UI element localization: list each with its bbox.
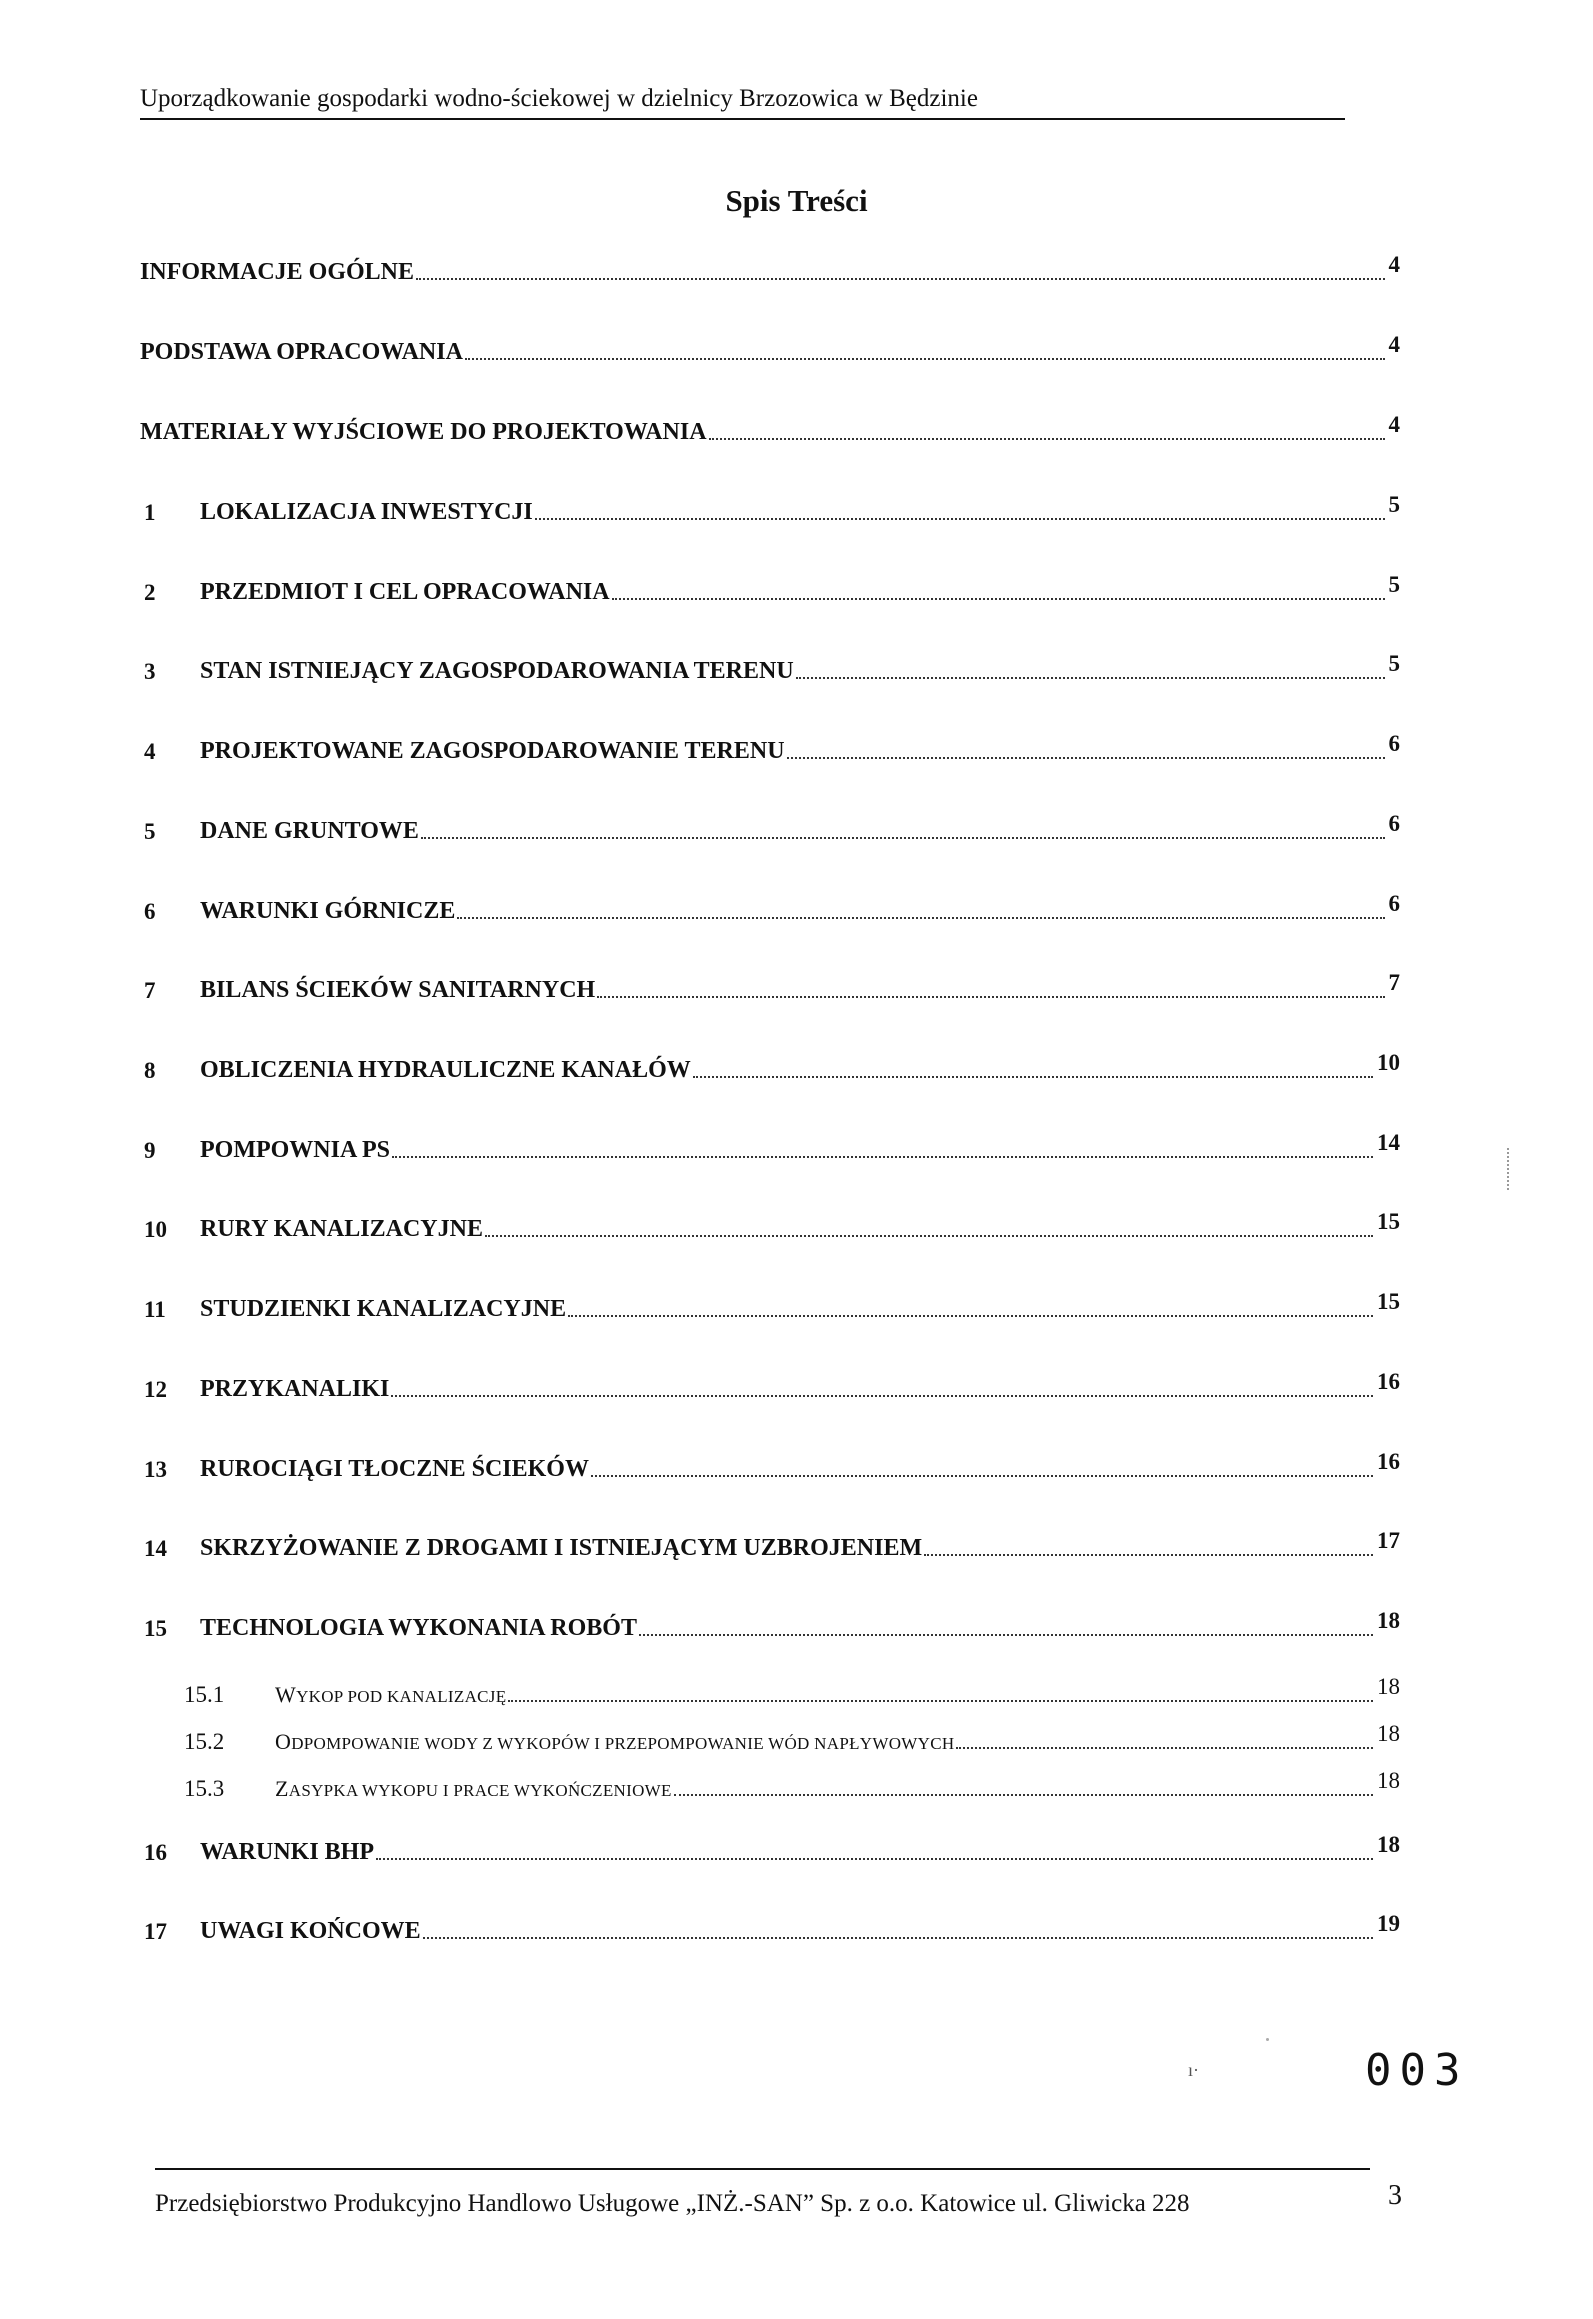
toc-dot-leader bbox=[796, 676, 1385, 679]
toc-dot-leader bbox=[457, 916, 1384, 919]
toc-entry-number: 1 bbox=[144, 500, 156, 525]
toc-dot-leader bbox=[674, 1793, 1373, 1796]
toc-entry-label: SKRZYŻOWANIE Z DROGAMI I ISTNIEJĄCYM UZBROJENIEM bbox=[200, 1535, 923, 1561]
toc-entry-number: 11 bbox=[144, 1297, 166, 1322]
toc-entry-label: RUROCIĄGI TŁOCZNE ŚCIEKÓW bbox=[200, 1456, 589, 1482]
toc-entry bbox=[140, 811, 1400, 845]
toc-entry-line bbox=[200, 970, 1400, 1004]
toc-dot-leader bbox=[485, 1234, 1373, 1237]
toc-entry-line bbox=[200, 891, 1400, 925]
toc-entry-line bbox=[200, 1832, 1400, 1866]
toc-dot-leader bbox=[591, 1474, 1373, 1477]
stamp-tick-mark: ı· bbox=[1188, 2060, 1199, 2080]
toc-entry bbox=[140, 891, 1400, 925]
toc-dot-leader bbox=[956, 1746, 1373, 1749]
toc-entry-line bbox=[200, 1911, 1400, 1945]
toc-entry-line bbox=[200, 1449, 1400, 1483]
toc-entry-label: POMPOWNIA PS bbox=[200, 1137, 390, 1163]
toc-dot-leader bbox=[639, 1633, 1373, 1636]
toc-dot-leader bbox=[597, 995, 1384, 998]
toc-entry-number: 6 bbox=[144, 899, 156, 924]
toc-entry-line bbox=[200, 1369, 1400, 1403]
toc-entry-page: 6 bbox=[1388, 891, 1400, 916]
sheet-stamp-number: 003 bbox=[1365, 2045, 1469, 2096]
toc-entry bbox=[140, 492, 1400, 526]
toc-entry-label: STUDZIENKI KANALIZACYJNE bbox=[200, 1296, 567, 1322]
toc-entry-page: 18 bbox=[1377, 1721, 1400, 1746]
toc-entry-label: STAN ISTNIEJĄCY ZAGOSPODAROWANIA TERENU bbox=[200, 658, 794, 684]
toc-entry-page: 5 bbox=[1388, 572, 1400, 597]
footer-divider bbox=[155, 2168, 1370, 2170]
header-title: Uporządkowanie gospodarki wodno-ściekowej w dzielnicy Brzozowica w Będzinie bbox=[140, 85, 978, 112]
toc-entry-label: PROJEKTOWANE ZAGOSPODAROWANIE TERENU bbox=[200, 738, 785, 764]
page-number: 3 bbox=[1388, 2180, 1402, 2211]
toc-entry bbox=[140, 1449, 1400, 1483]
toc-entry-line bbox=[140, 252, 1400, 286]
toc-entry-number: 14 bbox=[144, 1536, 167, 1561]
toc-entry-number: 16 bbox=[144, 1840, 167, 1865]
toc-entry-page: 6 bbox=[1388, 811, 1400, 836]
toc-entry bbox=[140, 1911, 1400, 1945]
toc-entry bbox=[140, 1130, 1400, 1164]
toc-dot-leader bbox=[391, 1394, 1373, 1397]
toc-entry-page: 15 bbox=[1377, 1209, 1400, 1234]
toc-entry-line bbox=[200, 1528, 1400, 1562]
toc-entry-label: ZASYPKA WYKOPU I PRACE WYKOŃCZENIOWE bbox=[275, 1776, 672, 1801]
toc-entry-number: 12 bbox=[144, 1377, 167, 1402]
toc-entry-page: 10 bbox=[1377, 1050, 1400, 1075]
page-header bbox=[140, 84, 1345, 114]
toc-entry-page: 4 bbox=[1388, 252, 1400, 277]
footer-company: Przedsiębiorstwo Produkcyjno Handlowo Usługowe „INŻ.-SAN” Sp. z o.o. Katowice ul. Gliwicka 228 bbox=[155, 2190, 1190, 2217]
toc-entry-line bbox=[200, 1608, 1400, 1642]
toc-entry-page: 5 bbox=[1388, 651, 1400, 676]
toc-entry-page: 15 bbox=[1377, 1289, 1400, 1314]
toc-entry-line bbox=[200, 731, 1400, 765]
toc-entry-line bbox=[275, 1721, 1400, 1755]
toc-entry-number: 15.1 bbox=[184, 1682, 225, 1707]
toc-dot-leader bbox=[421, 836, 1385, 839]
toc-entry-number: 9 bbox=[144, 1138, 156, 1163]
toc-dot-leader bbox=[709, 437, 1385, 440]
toc-entry-label: RURY KANALIZACYJNE bbox=[200, 1216, 483, 1242]
toc-entry-label: PODSTAWA OPRACOWANIA bbox=[140, 339, 463, 365]
toc-entry-line bbox=[200, 492, 1400, 526]
toc-entry bbox=[140, 1369, 1400, 1403]
toc-entry-number: 3 bbox=[144, 659, 156, 684]
toc-entry-number: 17 bbox=[144, 1919, 167, 1944]
toc-entry-label: ODPOMPOWANIE WODY Z WYKOPÓW I PRZEPOMPOWANIE WÓD NAPŁYWOWYCH bbox=[275, 1729, 955, 1754]
toc-subentry bbox=[140, 1674, 1400, 1708]
toc-entry-number: 13 bbox=[144, 1457, 167, 1482]
toc-entry-page: 18 bbox=[1377, 1832, 1400, 1857]
toc-entry-number: 15.2 bbox=[184, 1729, 225, 1754]
toc-entry-page: 7 bbox=[1388, 970, 1400, 995]
toc-dot-leader bbox=[465, 357, 1385, 360]
toc-subentry bbox=[140, 1721, 1400, 1755]
toc-entry-label: OBLICZENIA HYDRAULICZNE KANAŁÓW bbox=[200, 1057, 691, 1083]
toc-entry bbox=[140, 252, 1400, 286]
toc-dot-leader bbox=[535, 517, 1385, 520]
toc-entry bbox=[140, 970, 1400, 1004]
toc-entry-page: 19 bbox=[1377, 1911, 1400, 1936]
toc-entry-page: 18 bbox=[1377, 1768, 1400, 1793]
toc-entry-label: WYKOP POD KANALIZACJĘ bbox=[275, 1682, 507, 1707]
toc-entry-page: 16 bbox=[1377, 1369, 1400, 1394]
toc-entry-label: BILANS ŚCIEKÓW SANITARNYCH bbox=[200, 977, 596, 1003]
toc-entry-line bbox=[200, 1289, 1400, 1323]
toc-entry-line bbox=[200, 811, 1400, 845]
toc-entry-line bbox=[140, 412, 1400, 446]
toc-entry-page: 4 bbox=[1388, 412, 1400, 437]
toc-dot-leader bbox=[568, 1314, 1373, 1317]
toc-entry-page: 5 bbox=[1388, 492, 1400, 517]
toc-entry-line bbox=[275, 1768, 1400, 1802]
toc-entry-page: 14 bbox=[1377, 1130, 1400, 1155]
toc-dot-leader bbox=[423, 1936, 1373, 1939]
toc-subentry bbox=[140, 1768, 1400, 1802]
toc-entry bbox=[140, 651, 1400, 685]
toc-entry-page: 18 bbox=[1377, 1608, 1400, 1633]
toc-entry-number: 7 bbox=[144, 978, 156, 1003]
toc-entry bbox=[140, 1209, 1400, 1243]
toc-entry-label: MATERIAŁY WYJŚCIOWE DO PROJEKTOWANIA bbox=[140, 419, 707, 445]
toc-entry bbox=[140, 731, 1400, 765]
toc-dot-leader bbox=[392, 1155, 1373, 1158]
toc-entry-label: UWAGI KOŃCOWE bbox=[200, 1918, 421, 1944]
scan-speck bbox=[1266, 2038, 1269, 2041]
toc-entry-label: LOKALIZACJA INWESTYCJI bbox=[200, 499, 533, 525]
toc-entry bbox=[140, 1608, 1400, 1642]
toc-entry-line bbox=[275, 1674, 1400, 1708]
toc-entry-label: PRZYKANALIKI bbox=[200, 1376, 390, 1402]
toc-dot-leader bbox=[787, 756, 1385, 759]
toc-entry bbox=[140, 1832, 1400, 1866]
toc-entry-number: 8 bbox=[144, 1058, 156, 1083]
header-divider bbox=[140, 118, 1345, 120]
toc-entry bbox=[140, 412, 1400, 446]
toc-entry-line bbox=[200, 572, 1400, 606]
toc-entry bbox=[140, 1289, 1400, 1323]
toc-entry-page: 16 bbox=[1377, 1449, 1400, 1474]
toc-entry-line bbox=[140, 332, 1400, 366]
toc-entry-page: 17 bbox=[1377, 1528, 1400, 1553]
toc-entry-label: WARUNKI GÓRNICZE bbox=[200, 898, 456, 924]
toc-dot-leader bbox=[376, 1857, 1373, 1860]
toc-entry-line bbox=[200, 651, 1400, 685]
toc-entry bbox=[140, 1528, 1400, 1562]
toc-entry bbox=[140, 572, 1400, 606]
toc-dot-leader bbox=[924, 1553, 1373, 1556]
toc-entry-line bbox=[200, 1130, 1400, 1164]
toc-dot-leader bbox=[508, 1699, 1373, 1702]
toc-dot-leader bbox=[693, 1075, 1373, 1078]
toc-entry-label: PRZEDMIOT I CEL OPRACOWANIA bbox=[200, 579, 610, 605]
toc-entry-page: 6 bbox=[1388, 731, 1400, 756]
toc-entry-label: TECHNOLOGIA WYKONANIA ROBÓT bbox=[200, 1615, 637, 1641]
toc-entry-number: 10 bbox=[144, 1217, 167, 1242]
toc-entry-number: 2 bbox=[144, 580, 156, 605]
toc-entry-number: 5 bbox=[144, 819, 156, 844]
toc-entry-number: 4 bbox=[144, 739, 156, 764]
toc-entry-label: DANE GRUNTOWE bbox=[200, 818, 419, 844]
scan-margin-mark bbox=[1507, 1148, 1511, 1190]
toc-entry-page: 18 bbox=[1377, 1674, 1400, 1699]
toc-entry-line bbox=[200, 1050, 1400, 1084]
toc-entry-label: WARUNKI BHP bbox=[200, 1839, 375, 1865]
toc-entry-line bbox=[200, 1209, 1400, 1243]
toc-entry-number: 15.3 bbox=[184, 1776, 225, 1801]
toc-entry-number: 15 bbox=[144, 1616, 167, 1641]
toc-entry bbox=[140, 1050, 1400, 1084]
toc-dot-leader bbox=[612, 597, 1385, 600]
toc-entry-page: 4 bbox=[1388, 332, 1400, 357]
toc-entry-label: INFORMACJE OGÓLNE bbox=[140, 259, 415, 285]
toc-entry bbox=[140, 332, 1400, 366]
toc-title: Spis Treści bbox=[725, 183, 868, 218]
toc-dot-leader bbox=[416, 277, 1384, 280]
